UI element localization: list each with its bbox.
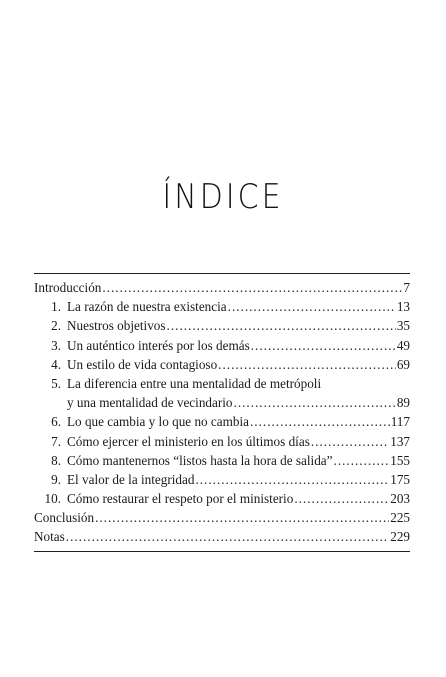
toc-entry-chapter-6[interactable] <box>34 412 410 431</box>
entry-title: Lo que cambia y lo que no cambia <box>67 414 249 430</box>
chapter-number: 3. <box>51 337 61 353</box>
toc-entry-chapter-1[interactable] <box>34 297 410 316</box>
entry-title: Un auténtico interés por los demás <box>67 337 250 353</box>
entry-first-line <box>34 374 410 393</box>
entry-title: Introducción <box>34 280 102 295</box>
entry-page: 225 <box>390 510 410 526</box>
page-title: ÍNDICE <box>162 178 284 218</box>
dot-leader <box>66 527 389 546</box>
dot-leader <box>234 393 396 412</box>
dot-leader <box>294 489 389 508</box>
toc-entry-chapter-7[interactable] <box>34 432 410 451</box>
dot-leader <box>95 508 389 527</box>
entry-page: 69 <box>396 356 410 372</box>
dot-leader <box>251 336 396 355</box>
entry-title: El valor de la integridad <box>67 471 195 487</box>
dot-leader <box>195 470 389 489</box>
entry-title-line-2: y una mentalidad de vecindario <box>67 395 233 411</box>
entry-title: Nuestros objetivos <box>67 318 166 334</box>
table-of-contents <box>34 273 410 552</box>
chapter-number: 4. <box>51 356 61 372</box>
toc-entry-chapter-3[interactable] <box>34 336 410 355</box>
dot-leader <box>167 316 396 335</box>
toc-entry-conclusion[interactable] <box>34 508 410 527</box>
dot-leader <box>334 451 390 470</box>
toc-entry-introduction[interactable] <box>34 278 410 297</box>
chapter-number: 9. <box>51 471 61 487</box>
toc-entry-notes[interactable] <box>34 527 410 546</box>
entry-page: 13 <box>396 299 410 315</box>
entry-page: 155 <box>390 452 410 468</box>
entry-page: 7 <box>403 280 410 295</box>
chapter-number: 8. <box>51 452 61 468</box>
chapter-number: 10. <box>44 491 61 507</box>
entry-title: Un estilo de vida contagioso <box>67 356 218 372</box>
entry-page: 203 <box>390 491 410 507</box>
chapter-number: 7. <box>51 433 61 449</box>
entry-page: 175 <box>390 471 410 487</box>
entry-title: Cómo restaurar el respeto por el ministerio <box>67 491 294 507</box>
entry-second-line <box>34 393 410 412</box>
chapter-number: 1. <box>51 299 61 315</box>
toc-entry-chapter-5[interactable] <box>34 374 410 412</box>
dot-leader <box>102 278 402 297</box>
dot-leader <box>218 355 396 374</box>
entry-page: 89 <box>396 395 410 411</box>
toc-entry-chapter-4[interactable] <box>34 355 410 374</box>
entry-page: 137 <box>390 433 410 449</box>
dot-leader <box>250 412 390 431</box>
entry-page: 117 <box>390 414 410 430</box>
toc-entry-chapter-2[interactable] <box>34 316 410 335</box>
dot-leader <box>228 297 396 316</box>
entry-title: Cómo ejercer el ministerio en los últimos días <box>67 433 310 449</box>
dot-leader <box>311 432 389 451</box>
toc-entries <box>34 274 410 551</box>
entry-title: La razón de nuestra existencia <box>67 299 227 315</box>
entry-page: 229 <box>390 529 410 545</box>
toc-entry-chapter-8[interactable] <box>34 451 410 470</box>
bottom-divider <box>34 551 410 552</box>
entry-title-line-1: La diferencia entre una mentalidad de metrópoli <box>67 375 322 391</box>
entry-page: 35 <box>396 318 410 334</box>
toc-entry-chapter-9[interactable] <box>34 470 410 489</box>
chapter-number: 5. <box>51 375 61 391</box>
chapter-number: 2. <box>51 318 61 334</box>
entry-title: Conclusión <box>34 510 95 526</box>
toc-entry-chapter-10[interactable] <box>34 489 410 508</box>
entry-title: Cómo mantenernos “listos hasta la hora de salida” <box>67 452 333 468</box>
entry-title: Notas <box>34 529 65 545</box>
entry-page: 49 <box>396 337 410 353</box>
chapter-number: 6. <box>51 414 61 430</box>
